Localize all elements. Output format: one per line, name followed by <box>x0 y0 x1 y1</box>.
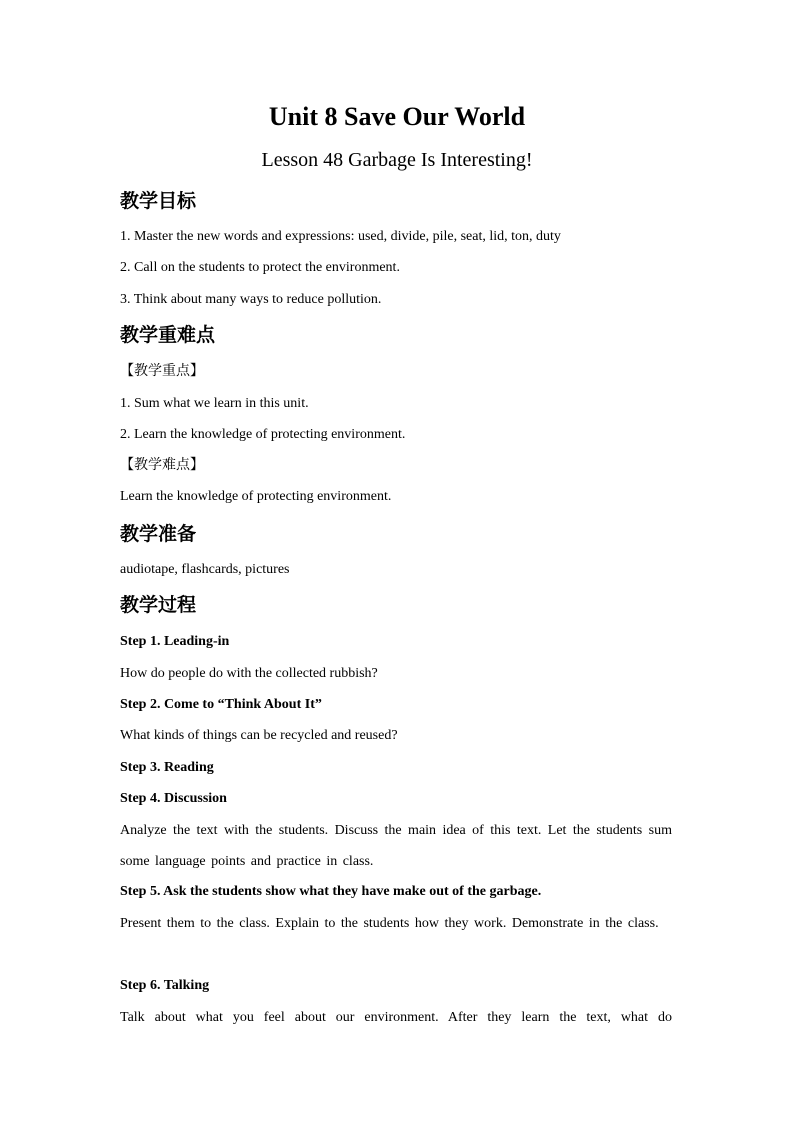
objective-item: 2. Call on the students to protect the environment. <box>120 260 400 275</box>
step-title: Step 3. Reading <box>120 760 214 775</box>
objective-item: 3. Think about many ways to reduce pollution. <box>120 292 382 307</box>
focus-item: 2. Learn the knowledge of protecting environment. <box>120 427 406 442</box>
key-points-heading: 教学重难点 <box>120 324 216 346</box>
step-text: Analyze the text with the students. Discuss the main idea of this text. Let the students sum some language points and practice in class. <box>120 823 672 869</box>
objectives-heading: 教学目标 <box>120 190 197 212</box>
step-text: What kinds of things can be recycled and reused? <box>120 728 398 743</box>
difficulty-item: Learn the knowledge of protecting environment. <box>120 489 392 504</box>
step-title: Step 5. Ask the students show what they have make out of the garbage. <box>120 884 542 899</box>
preparation-heading: 教学准备 <box>120 523 197 545</box>
step-text: How do people do with the collected rubbish? <box>120 666 378 681</box>
step-text: Talk about what you feel about our environment. After they learn the text, what do <box>120 1010 672 1025</box>
lesson-subtitle: Lesson 48 Garbage Is Interesting! <box>261 149 533 171</box>
objective-item: 1. Master the new words and expressions: used, divide, pile, seat, lid, ton, duty <box>120 229 561 244</box>
step-title: Step 4. Discussion <box>120 791 227 806</box>
process-heading: 教学过程 <box>120 594 197 616</box>
difficulty-label: 【教学难点】 <box>120 457 204 473</box>
focus-label: 【教学重点】 <box>120 363 204 379</box>
step-title: Step 1. Leading-in <box>120 634 230 649</box>
preparation-text: audiotape, flashcards, pictures <box>120 562 290 577</box>
step-title: Step 2. Come to “Think About It” <box>120 697 322 712</box>
page-title: Unit 8 Save Our World <box>268 102 526 131</box>
step-text: Present them to the class. Explain to the students how they work. Demonstrate in the class. <box>120 916 659 931</box>
step-title: Step 6. Talking <box>120 978 210 993</box>
focus-item: 1. Sum what we learn in this unit. <box>120 396 309 411</box>
